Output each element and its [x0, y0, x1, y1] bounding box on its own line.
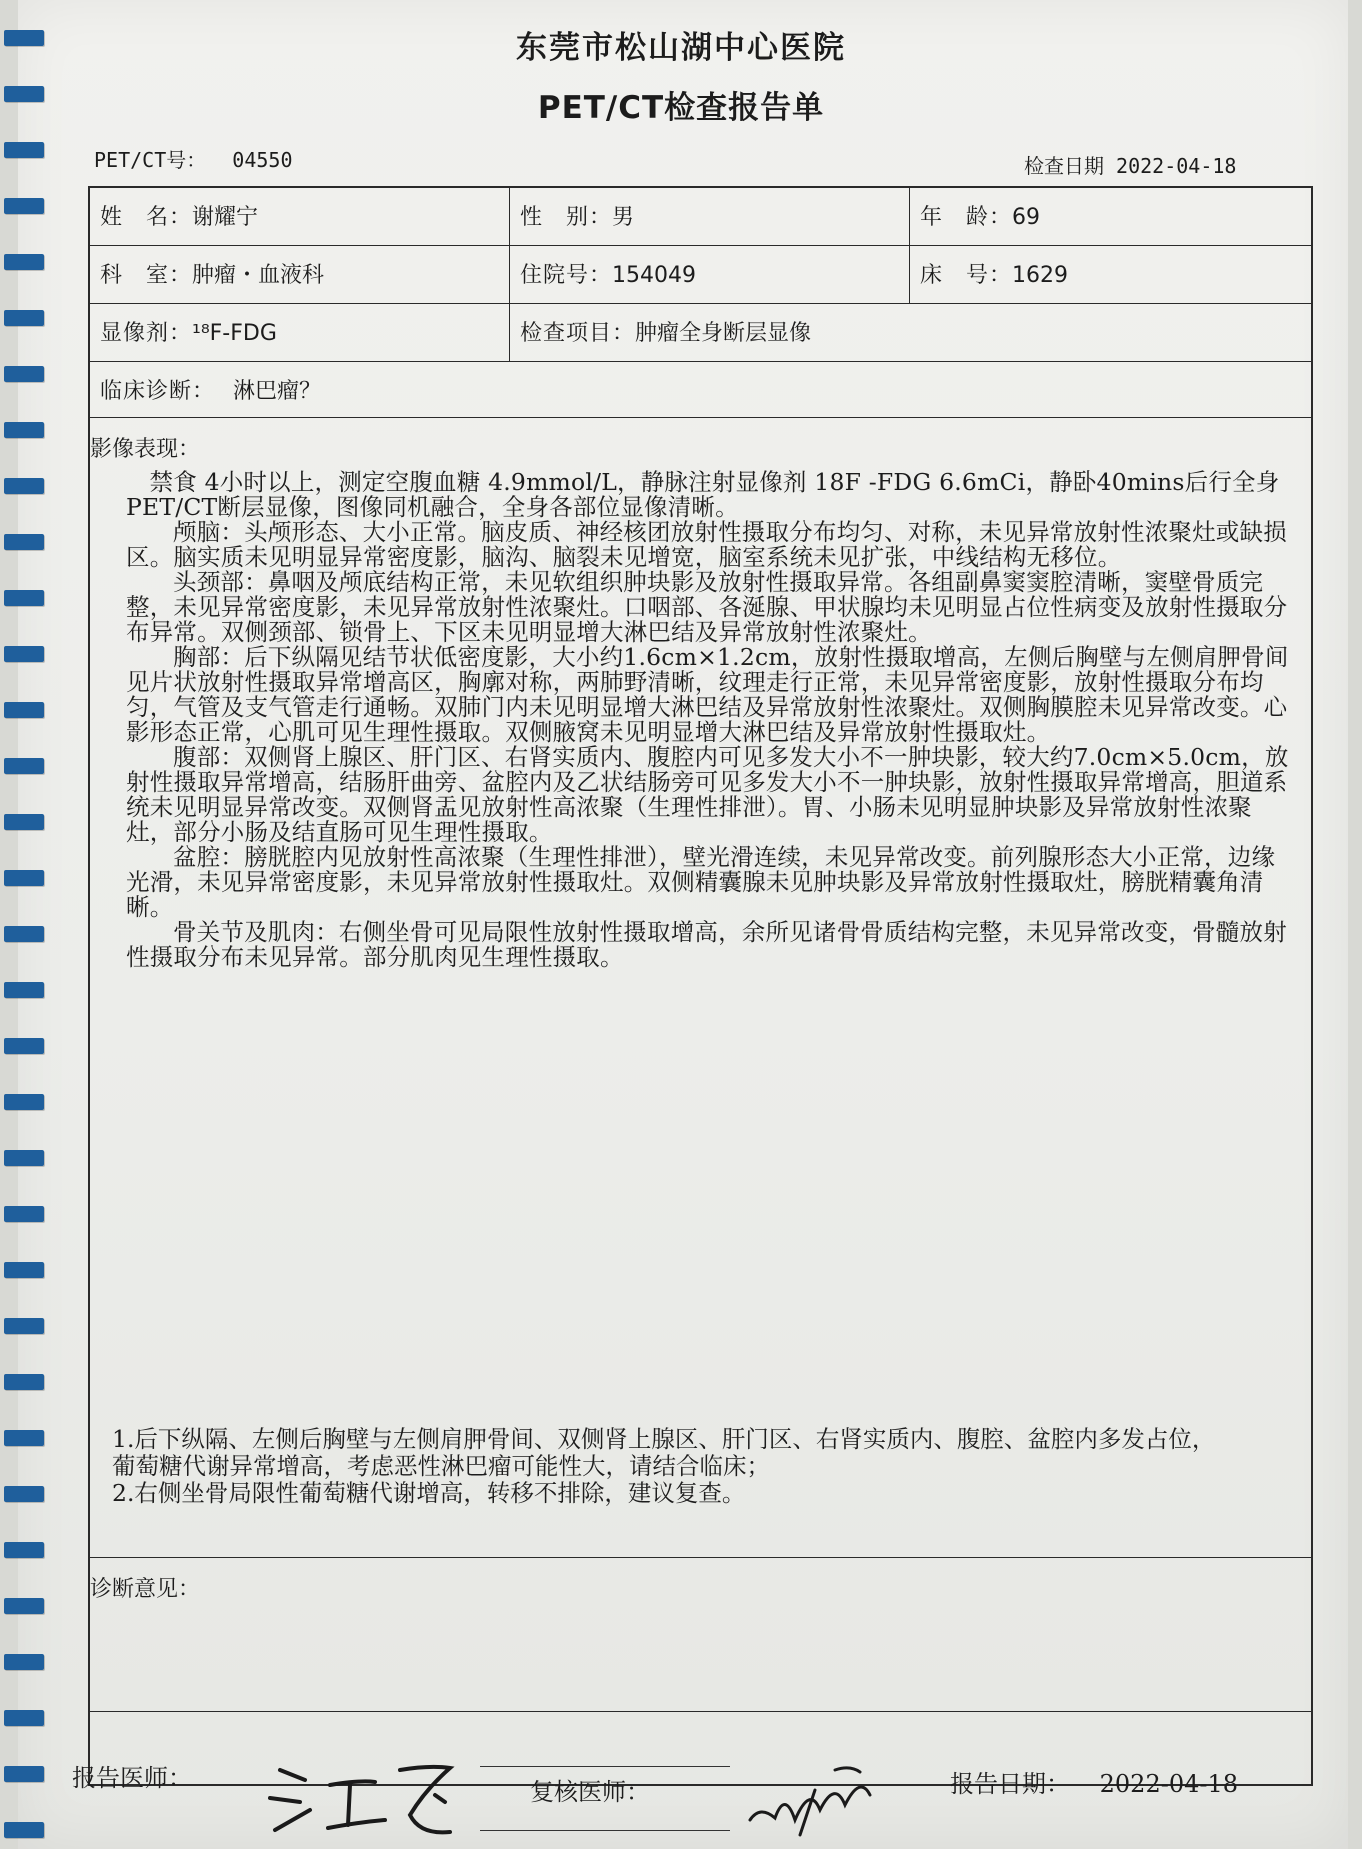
findings-paragraph: 盆腔：膀胱腔内见放射性高浓聚（生理性排泄），壁光滑连续，未见异常改变。前列腺形态大小正常，边缘光滑，未见异常密度影，未见异常放射性摄取灶。双侧精囊腺未见肿块影及异常放射性摄取灶，膀胱精囊角清晰。 [126, 843, 1276, 921]
binding-hole [4, 1206, 44, 1222]
binding-hole [4, 1094, 44, 1110]
binding-hole [4, 1038, 44, 1054]
bed-number: 1629 [1012, 263, 1069, 288]
binding-hole [4, 870, 44, 886]
findings-paragraph: 腹部：双侧肾上腺区、肝门区、右肾实质内、腹腔内可见多发大小不一肿块影，较大约7.0cm×5.0cm，放射性摄取异常增高，结肠肝曲旁、盆腔内及乙状结肠旁可见多发大小不一肿块影，放射性摄取异常增高，胆道系统未见明显异常改变。双侧肾盂见放射性高浓聚（生理性排泄）。胃、小肠未见明显肿块影及异常放射性浓聚灶，部分小肠及结直肠可见生理性摄取。 [126, 743, 1289, 846]
bed-label: 床 号： [920, 263, 1013, 288]
tracer: ¹⁸F-FDG [192, 321, 277, 346]
findings-label: 影像表现： [90, 437, 201, 462]
binding-hole [4, 254, 44, 270]
reporter-label: 报告医师： [72, 1764, 192, 1792]
admission-cell [510, 246, 910, 303]
report-date [950, 1764, 1238, 1799]
pet-ct-number-label: PET/CT号： [94, 148, 207, 172]
binding-hole [4, 982, 44, 998]
tracer-label: 显像剂： [100, 321, 193, 346]
department-label: 科 室： [100, 263, 193, 288]
reporter-signature [250, 1740, 470, 1840]
binding-hole [4, 758, 44, 774]
pet-ct-number [94, 144, 293, 173]
binding-hole [4, 702, 44, 718]
binding-hole [4, 1486, 44, 1502]
exam-item-cell [510, 304, 1310, 361]
reviewer-label: 复核医师： [530, 1778, 650, 1806]
patient-name: 谢耀宁 [192, 205, 259, 230]
patient-sex: 男 [612, 205, 635, 230]
binding-hole [4, 1150, 44, 1166]
exam-date [1024, 150, 1236, 179]
patient-age: 69 [1012, 205, 1041, 230]
department: 肿瘤・血液科 [192, 263, 325, 288]
findings-paragraph: 胸部：后下纵隔见结节状低密度影，大小约1.6cm×1.2cm，放射性摄取增高，左侧后胸壁与左侧肩胛骨间见片状放射性摄取异常增高区，胸廓对称，两肺野清晰，纹理走行正常，未见异常密度影，放射性摄取分布均匀，气管及支气管走行通畅。双肺门内未见明显增大淋巴结及异常放射性浓聚灶。双侧胸膜腔未见异常改变。心影形态正常，心肌可见生理性摄取。双侧腋窝未见明显增大淋巴结及异常放射性摄取灶。 [126, 643, 1289, 746]
name-cell [90, 188, 510, 245]
admission-label: 住院号： [520, 263, 613, 288]
diagnosis-text [112, 1426, 1232, 1507]
binding-hole [4, 310, 44, 326]
binding-hole [4, 1430, 44, 1446]
findings-text [126, 470, 1296, 970]
bed-cell [910, 246, 1310, 303]
name-label: 姓 名： [100, 205, 193, 230]
patient-row-3 [90, 304, 1311, 362]
sex-label: 性 别： [520, 205, 613, 230]
reviewer-signature-line-bottom [480, 1830, 730, 1831]
findings-paragraph: 禁食 4小时以上，测定空腹血糖 4.9mmol/L，静脉注射显像剂 18F -FDG 6.6mCi，静卧40mins后行全身 PET/CT断层显像，图像同机融合，全身各部位显像清晰。 [126, 468, 1280, 521]
findings-paragraph: 颅脑：头颅形态、大小正常。脑皮质、神经核团放射性摄取分布均匀、对称，未见异常放射性浓聚灶或缺损区。脑实质未见明显异常密度影，脑沟、脑裂未见增宽，脑室系统未见扩张，中线结构无移位。 [126, 518, 1287, 571]
age-label: 年 龄： [920, 205, 1013, 230]
diagnosis-item: 2.右侧坐骨局限性葡萄糖代谢增高，转移不排除，建议复查。 [112, 1479, 746, 1507]
admission-number: 154049 [612, 263, 696, 288]
clinical-diagnosis: 淋巴瘤？ [233, 379, 322, 404]
exam-item-label: 检查项目： [520, 321, 636, 346]
exam-date-label: 检查日期 [1024, 154, 1104, 178]
binding-hole [4, 142, 44, 158]
reviewer-signature [740, 1750, 890, 1845]
hospital-name: 东莞市松山湖中心医院 [516, 30, 846, 66]
report-date-label: 报告日期： [950, 1770, 1070, 1798]
binding-hole [4, 1542, 44, 1558]
binding-hole [4, 1262, 44, 1278]
diagnosis-label: 诊断意见： [90, 1577, 201, 1602]
pet-ct-number-value: 04550 [232, 148, 293, 172]
binding-hole [4, 926, 44, 942]
binding-hole [4, 1654, 44, 1670]
binding-hole [4, 814, 44, 830]
binding-hole [4, 1710, 44, 1726]
diagnosis-section [90, 1558, 1311, 1712]
report-title: PET/CT检查报告单 [537, 90, 825, 126]
binding-hole [4, 198, 44, 214]
patient-row-1 [90, 188, 1311, 246]
binding-hole [4, 534, 44, 550]
clinical-diagnosis-label: 临床诊断： [100, 379, 216, 404]
exam-date-value: 2022-04-18 [1116, 154, 1237, 178]
sex-cell [510, 188, 910, 245]
binding-hole [4, 422, 44, 438]
spiral-binding [0, 0, 60, 1849]
binding-hole [4, 478, 44, 494]
diagnosis-item: 1.后下纵隔、左侧后胸壁与左侧肩胛骨间、双侧肾上腺区、肝门区、右肾实质内、腹腔、盆腔内多发占位，葡萄糖代谢异常增高，考虑恶性淋巴瘤可能性大，请结合临床； [112, 1425, 1216, 1480]
binding-hole [4, 590, 44, 606]
binding-hole [4, 366, 44, 382]
report-form [88, 186, 1313, 1786]
reviewer-signature-line [480, 1766, 730, 1767]
exam-item: 肿瘤全身断层显像 [635, 321, 812, 346]
clinical-diagnosis-cell [90, 362, 1310, 417]
tracer-cell [90, 304, 510, 361]
report-date-value: 2022-04-18 [1099, 1770, 1239, 1798]
binding-hole [4, 1598, 44, 1614]
department-cell [90, 246, 510, 303]
binding-hole [4, 1318, 44, 1334]
patient-row-2 [90, 246, 1311, 304]
binding-hole [4, 1766, 44, 1782]
age-cell [910, 188, 1310, 245]
binding-hole [4, 1822, 44, 1838]
binding-hole [4, 1374, 44, 1390]
findings-paragraph: 头颈部：鼻咽及颅底结构正常，未见软组织肿块影及放射性摄取异常。各组副鼻窦窦腔清晰，窦壁骨质完整，未见异常密度影，未见异常放射性浓聚灶。口咽部、各涎腺、甲状腺均未见明显占位性病变及放射性摄取分布异常。双侧颈部、锁骨上、下区未见明显增大淋巴结及异常放射性浓聚灶。 [126, 568, 1288, 646]
clinical-diagnosis-row [90, 362, 1311, 418]
findings-paragraph: 骨关节及肌肉：右侧坐骨可见局限性放射性摄取增高，余所见诸骨骨质结构完整，未见异常改变，骨髓放射性摄取分布未见异常。部分肌肉见生理性摄取。 [126, 918, 1287, 971]
binding-hole [4, 646, 44, 662]
